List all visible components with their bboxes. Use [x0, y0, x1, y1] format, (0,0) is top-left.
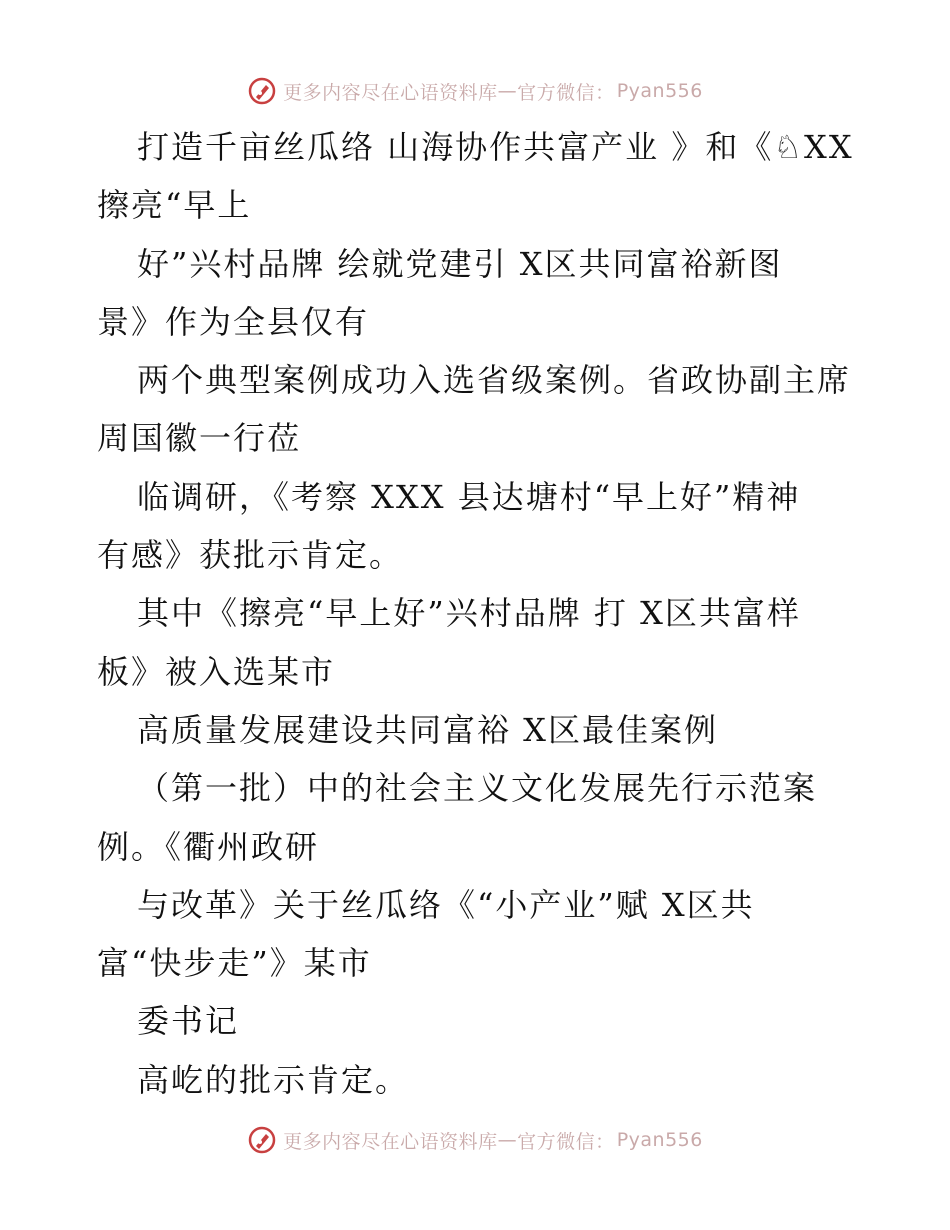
text-line: 板》被入选某市	[97, 652, 336, 691]
text-line: （第一批）中的社会主义文化发展先行示范案	[137, 769, 818, 808]
text-line: 其中《擦亮“早上好”兴村品牌 打 X区共富样	[137, 594, 801, 633]
text-line: 有感》获批示肯定。	[97, 536, 404, 575]
watermark-wechat-id: Pyan556	[616, 80, 703, 102]
text-line: 临调研，《考察 XXX 县达塘村“早上好”精神	[137, 477, 801, 516]
text-line: 例。《衢州政研	[97, 827, 320, 866]
watermark-wechat-label: 官方微信：	[517, 1130, 615, 1153]
watermark-site-text: 更多内容尽在心语资料库	[283, 1130, 498, 1153]
text-line: 高质量发展建设共同富裕 X区最佳案例	[137, 710, 718, 749]
text-line: 两个典型案例成功入选省级案例。省政协副主席	[137, 361, 852, 400]
text-line: 擦亮“早上	[97, 186, 252, 225]
text-line: 好”兴村品牌 绘就党建引 X区共同富裕新图	[137, 244, 783, 283]
text-line: 周国徽一行莅	[97, 419, 302, 458]
watermark-footer	[0, 1123, 950, 1157]
watermark-separator: —	[497, 1129, 518, 1151]
pen-circle-logo-icon	[247, 76, 277, 106]
watermark-header	[0, 74, 950, 108]
pen-circle-logo-icon	[247, 1125, 277, 1155]
text-line: 与改革》关于丝瓜络《“小产业”赋 X区共	[137, 885, 755, 924]
text-line: 高屹的批示肯定。	[137, 1060, 410, 1099]
text-line: 委书记	[137, 1002, 240, 1041]
text-line: 景》作为全县仅有	[97, 302, 370, 341]
text-line: 富“快步走”》某市	[97, 944, 372, 983]
watermark-separator: —	[497, 80, 518, 102]
watermark-wechat-label: 官方微信：	[517, 81, 615, 104]
document-body	[97, 118, 857, 1109]
text-line: 打造千亩丝瓜络 山海协作共富产业 》和《♘XX	[137, 128, 854, 166]
watermark-wechat-id: Pyan556	[616, 1129, 703, 1151]
watermark-site-text: 更多内容尽在心语资料库	[283, 81, 498, 104]
